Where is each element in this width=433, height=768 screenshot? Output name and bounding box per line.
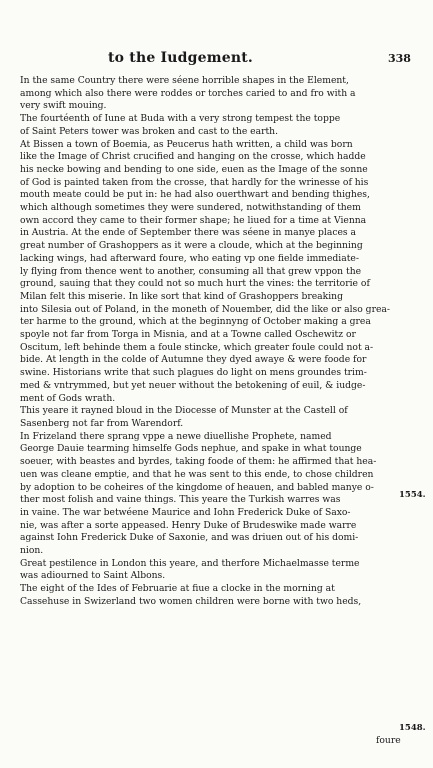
text-line: ly flying from thence went to another, consuming all that grew vppon the — [20, 265, 362, 277]
running-title: to the Iudgement. — [108, 50, 253, 66]
text-line: Great pestilence in London this yeare, and therfore Michaelmasse terme — [20, 557, 360, 569]
text-line: This yeare it rayned bloud in the Diocesse of Munster at the Castell of — [20, 405, 348, 417]
text-line: in Austria. At the ende of September there was séene in manye places a — [20, 227, 357, 239]
text-line: spoyle not far from Torga in Misnia, and at a Towne called Oschewitz or — [20, 329, 356, 341]
paragraph — [20, 139, 392, 406]
text-line: of God is painted taken from the crosse, that hardly for the wrinesse of his — [20, 176, 369, 188]
text-line: of Saint Peters tower was broken and cast to the earth. — [20, 125, 279, 137]
text-line: nion. — [20, 545, 44, 557]
paragraph — [20, 75, 392, 113]
text-line: The fourtéenth of Iune at Buda with a very strong tempest the toppe — [20, 113, 341, 125]
text-line: among which also there were roddes or torches caried to and fro with a — [20, 87, 356, 99]
paragraph — [20, 405, 392, 430]
margin-note-year: 1554. — [399, 490, 426, 500]
text-line: which although sometimes they were sundered, notwithstanding of them — [20, 202, 361, 214]
text-line: The eight of the Ides of Februarie at fiue a clocke in the morning at — [20, 583, 335, 595]
paragraph — [20, 583, 392, 608]
text-line: ther most folish and vaine things. This yeare the Turkish warres was — [20, 494, 341, 506]
text-line: ment of Gods wrath. — [20, 392, 116, 404]
page-number: 338 — [388, 52, 411, 65]
text-line: uen was cleane emptie, and that he was sent to this ende, to chose children — [20, 468, 374, 480]
text-line: soeuer, with beastes and byrdes, taking foode of them: he affirmed that hea- — [20, 456, 377, 468]
text-line: bide. At length in the colde of Autumne they dyed awaye & were foode for — [20, 354, 367, 366]
text-line: like the Image of Christ crucified and hanging on the crosse, which hadde — [20, 151, 366, 163]
text-line: med & vntrymmed, but yet neuer without the betokening of euil, & iudge- — [20, 379, 366, 391]
text-line: was adiourned to Saint Albons. — [20, 570, 166, 582]
paragraph — [20, 113, 392, 138]
text-line: very swift mouing. — [20, 100, 107, 112]
text-line: Oscitum, left behinde them a foule stincke, which greater foule could not a- — [20, 341, 374, 353]
margin-note-year: 1548. — [399, 723, 426, 733]
text-block — [20, 75, 392, 609]
text-line: Cassehuse in Swizerland two women children were borne with two heds, — [20, 595, 362, 607]
text-line: mouth meate could be put in: he had also ouerthwart and bending thighes, — [20, 189, 370, 201]
text-line: At Bissen a town of Boemia, as Peucerus hath written, a child was born — [20, 138, 353, 150]
text-line: into Silesia out of Poland, in the moneth of Nouember, did the like or also grea- — [20, 303, 390, 315]
text-line: against Iohn Frederick Duke of Saxonie, and was driuen out of his domi- — [20, 532, 359, 544]
text-line: by adoption to be coheires of the kingdome of heauen, and babled manye o- — [20, 481, 374, 493]
text-line: In Frizeland there sprang vppe a newe diuellishe Prophete, named — [20, 430, 332, 442]
text-line: lacking wings, had afterward foure, who eating vp one fielde immediate- — [20, 252, 359, 264]
text-line: great number of Grashoppers as it were a cloude, which at the beginning — [20, 240, 363, 252]
text-line: in vaine. The war betwéene Maurice and Iohn Frederick Duke of Saxo- — [20, 506, 351, 518]
paragraph — [20, 431, 392, 558]
text-line: his necke bowing and bending to one side, euen as the Image of the sonne — [20, 163, 368, 175]
text-line: nie, was after a sorte appeased. Henry Duke of Brudeswike made warre — [20, 519, 357, 531]
text-line: Sasenberg not far from Warendorf. — [20, 417, 184, 429]
paragraph — [20, 558, 392, 583]
text-line: ter harme to the ground, which at the beginnyng of October making a grea — [20, 316, 371, 328]
catchword: foure — [376, 735, 401, 746]
text-line: In the same Country there were séene horrible shapes in the Element, — [20, 75, 349, 86]
text-line: George Dauie tearming himselfe Gods nephue, and spake in what tounge — [20, 443, 362, 455]
text-line: swine. Historians write that such plagues do light on mens groundes trim- — [20, 367, 367, 379]
text-line: own accord they came to their former shape; he liued for a time at Vienna — [20, 214, 367, 226]
text-line: Milan felt this miserie. In like sort that kind of Grashoppers breaking — [20, 290, 343, 302]
text-line: ground, sauing that they could not so much hurt the vines: the territorie of — [20, 278, 370, 290]
